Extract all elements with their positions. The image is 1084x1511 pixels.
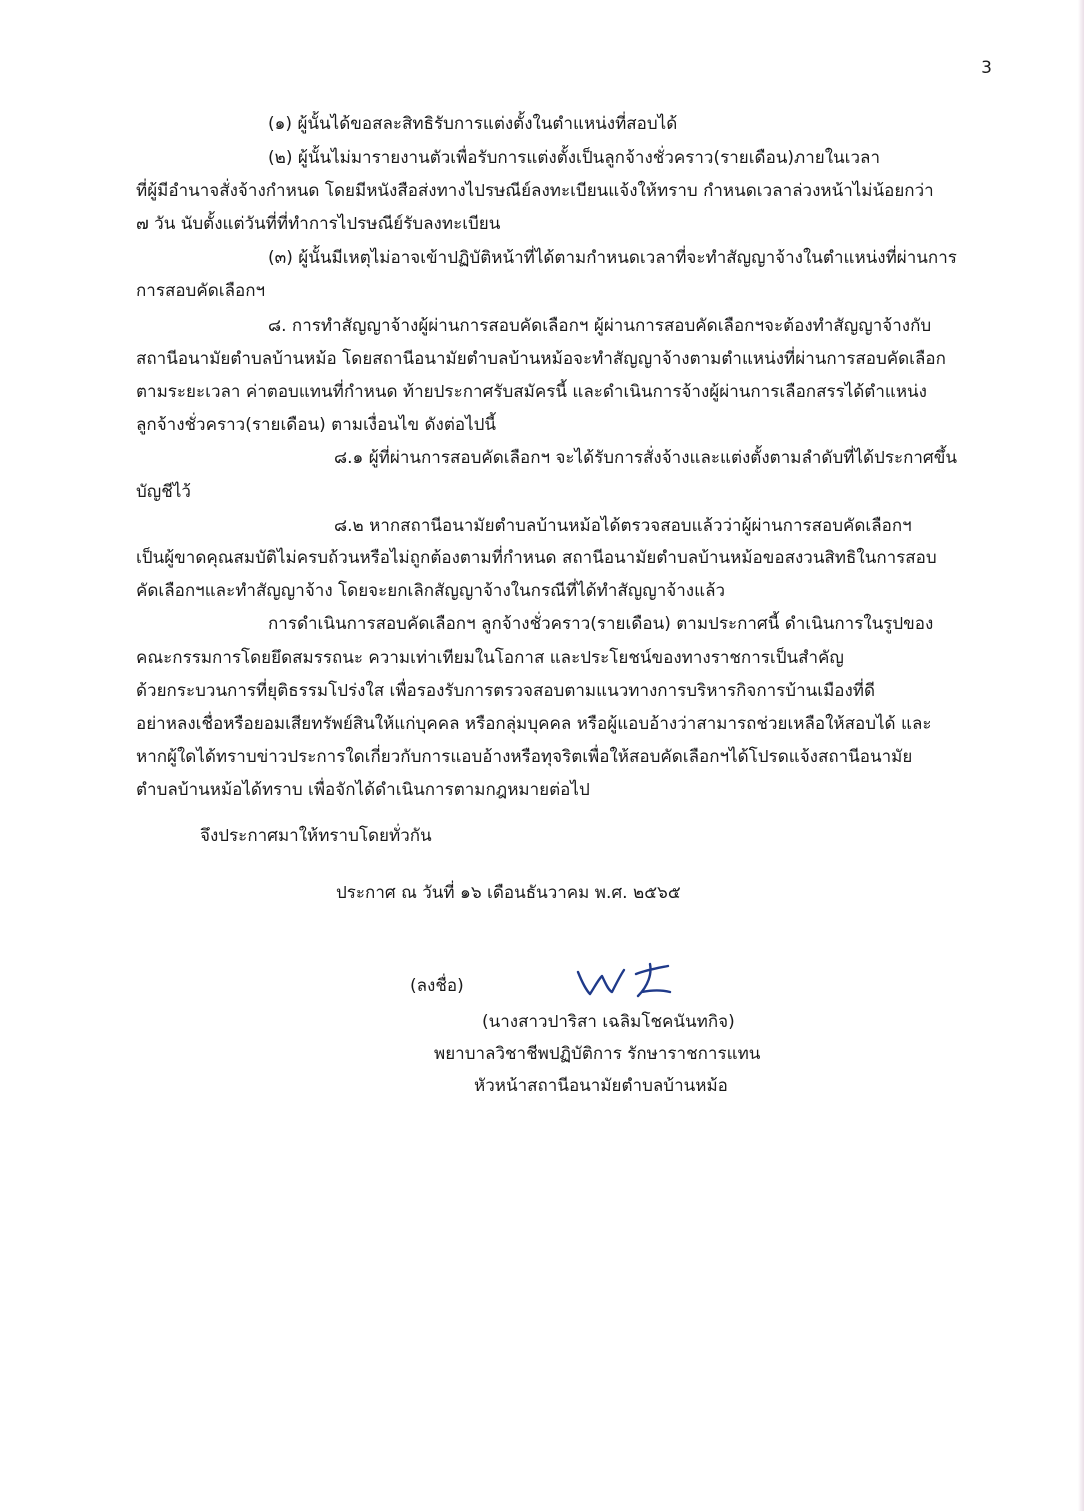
clause-3-continuation: การสอบคัดเลือกฯ xyxy=(136,281,266,301)
section-8-line: ๘. การทำสัญญาจ้างผู้ผ่านการสอบคัดเลือกฯ ผู้ผ่านการสอบคัดเลือกฯจะต้องทำสัญญาจ้างกับ xyxy=(268,316,932,336)
process-paragraph-continuation: อย่าหลงเชื่อหรือยอมเสียทรัพย์สินให้แก่บุคคล หรือกลุ่มบุคคล หรือผู้แอบอ้างว่าสามารถช่วยเหลือให้สอบได้ และ xyxy=(136,714,932,734)
clause-1-line: (๑) ผู้นั้นได้ขอสละสิทธิรับการแต่งตั้งในตำแหน่งที่สอบได้ xyxy=(268,114,678,134)
process-paragraph-line: การดำเนินการสอบคัดเลือกฯ ลูกจ้างชั่วคราว(รายเดือน) ตามประกาศนี้ ดำเนินการในรูปของ xyxy=(268,614,934,634)
process-paragraph-continuation: ด้วยกระบวนการที่ยุติธรรมโปร่งใส เพื่อรองรับการตรวจสอบตามแนวทางการบริหารกิจการบ้านเมืองที่ดี xyxy=(136,681,876,701)
announcement-date: ประกาศ ณ วันที่ ๑๖ เดือนธันวาคม พ.ศ. ๒๕๖๕ xyxy=(336,883,681,903)
handwritten-signature xyxy=(572,956,682,1004)
process-paragraph-continuation: ตำบลบ้านหม้อได้ทราบ เพื่อจักได้ดำเนินการตามกฎหมายต่อไป xyxy=(136,780,590,800)
signature-label: (ลงชื่อ) xyxy=(410,976,464,996)
clause-2-line: (๒) ผู้นั้นไม่มารายงานตัวเพื่อรับการแต่งตั้งเป็นลูกจ้างชั่วคราว(รายเดือน)ภายในเวลา xyxy=(268,148,880,168)
section-8-1-line: ๘.๑ ผู้ที่ผ่านการสอบคัดเลือกฯ จะได้รับการสั่งจ้างและแต่งตั้งตามลำดับที่ได้ประกาศขึ้น xyxy=(334,448,957,468)
closing-statement: จึงประกาศมาให้ทราบโดยทั่วกัน xyxy=(200,826,432,846)
section-8-continuation: ลูกจ้างชั่วคราว(รายเดือน) ตามเงื่อนไข ดังต่อไปนี้ xyxy=(136,415,497,435)
process-paragraph-continuation: คณะกรรมการโดยยึดสมรรถนะ ความเท่าเทียมในโอกาส และประโยชน์ของทางราชการเป็นสำคัญ xyxy=(136,648,844,668)
signer-position: พยาบาลวิชาชีพปฏิบัติการ รักษาราชการแทน xyxy=(434,1044,761,1064)
section-8-continuation: ตามระยะเวลา ค่าตอบแทนที่กำหนด ท้ายประกาศรับสมัครนี้ และดำเนินการจ้างผู้ผ่านการเลือกสรรได้ตำแหน่ง xyxy=(136,382,927,402)
page-edge-shadow xyxy=(1078,0,1084,1511)
section-8-continuation: สถานีอนามัยตำบลบ้านหม้อ โดยสถานีอนามัยตำบลบ้านหม้อจะทำสัญญาจ้างตามตำแหน่งที่ผ่านการสอบคัดเลือก xyxy=(136,349,946,369)
clause-2-continuation: ที่ผู้มีอำนาจสั่งจ้างกำหนด โดยมีหนังสือส่งทางไปรษณีย์ลงทะเบียนแจ้งให้ทราบ กำหนดเวลาล่วงหน้าไม่น้อยกว่า xyxy=(136,181,934,201)
signer-office: หัวหน้าสถานีอนามัยตำบลบ้านหม้อ xyxy=(474,1076,728,1096)
page-number: 3 xyxy=(981,58,992,78)
section-8-2-continuation: เป็นผู้ขาดคุณสมบัติไม่ครบถ้วนหรือไม่ถูกต้องตามที่กำหนด สถานีอนามัยตำบลบ้านหม้อขอสงวนสิทธิในการสอบ xyxy=(136,548,937,568)
signer-name: (นางสาวปาริสา เฉลิมโชคนันทกิจ) xyxy=(482,1012,735,1032)
section-8-2-continuation: คัดเลือกฯและทำสัญญาจ้าง โดยจะยกเลิกสัญญาจ้างในกรณีที่ได้ทำสัญญาจ้างแล้ว xyxy=(136,581,726,601)
section-8-1-continuation: บัญชีไว้ xyxy=(136,482,191,502)
process-paragraph-continuation: หากผู้ใดได้ทราบข่าวประการใดเกี่ยวกับการแอบอ้างหรือทุจริตเพื่อให้สอบคัดเลือกฯได้โปรดแจ้งสถานีอนามัย xyxy=(136,747,913,767)
clause-2-continuation: ๗ วัน นับตั้งแต่วันที่ที่ทำการไปรษณีย์รับลงทะเบียน xyxy=(136,214,501,234)
clause-3-line: (๓) ผู้นั้นมีเหตุไม่อาจเข้าปฏิบัติหน้าที่ได้ตามกำหนดเวลาที่จะทำสัญญาจ้างในตำแหน่งที่ผ่านการ xyxy=(268,248,957,268)
section-8-2-line: ๘.๒ หากสถานีอนามัยตำบลบ้านหม้อได้ตรวจสอบแล้วว่าผู้ผ่านการสอบคัดเลือกฯ xyxy=(334,516,912,536)
